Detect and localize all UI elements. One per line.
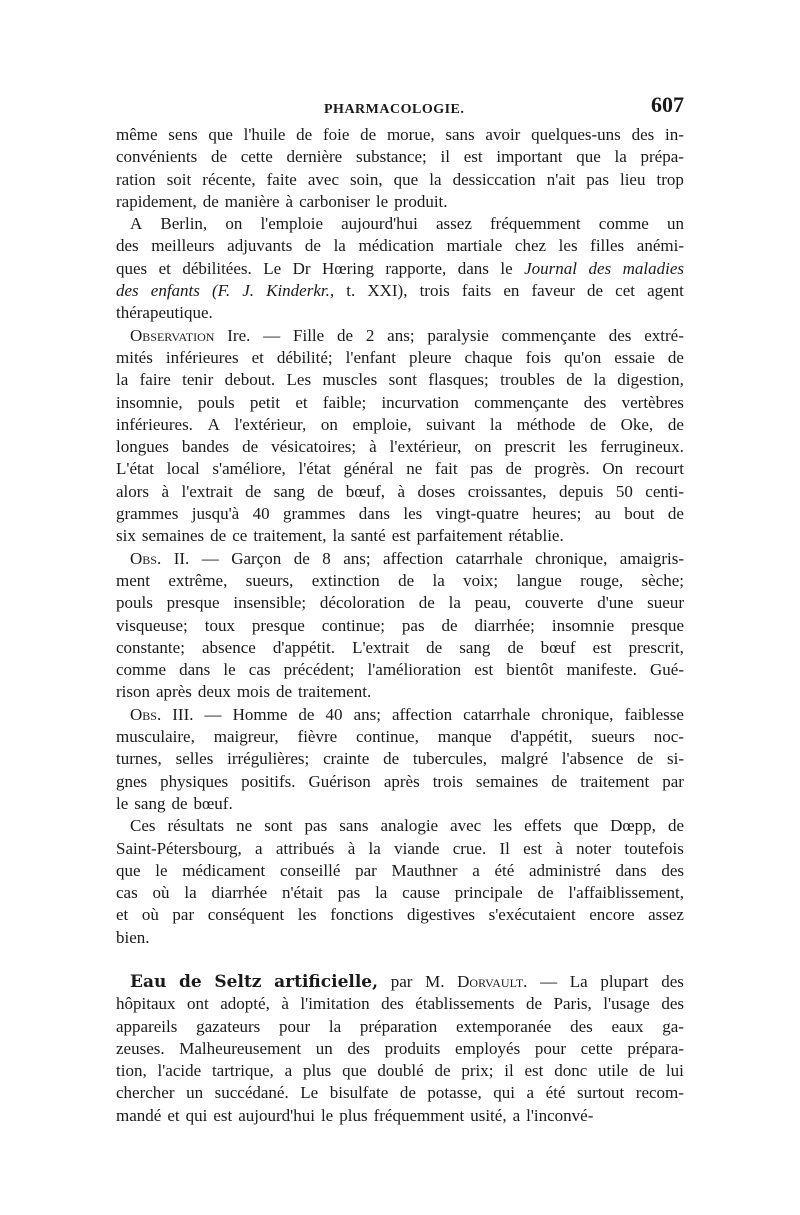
text-line: même sens que l'huile de foie de morue, sans avoir quelques-uns des in- (116, 125, 684, 144)
text-line: gnes physiques positifs. Guérison après trois semaines de traitement par (116, 771, 684, 791)
text-line: comme dans le cas précédent; l'amélioration est bientôt manifeste. Gué- (116, 660, 684, 680)
text-line: constante; absence d'appétit. L'extrait de sang de bœuf est prescrit, (116, 637, 684, 657)
text-line: Saint-Pétersbourg, a attribués à la viande crue. Il est à noter toutefois (116, 838, 684, 858)
text-line: thérapeutique. (116, 303, 213, 323)
text-line: mandé et qui est aujourd'hui le plus fréquemment usité, a l'inconvé- (116, 1105, 594, 1125)
paragraph (116, 325, 684, 548)
text-line: des meilleurs adjuvants de la médication martiale chez les filles anémi- (116, 236, 684, 256)
text-line: que le médicament conseillé par Mauthner a été administré dans des (116, 860, 684, 880)
paragraph (116, 704, 684, 815)
page-number: 607 (651, 92, 684, 117)
text-line: visqueuse; toux presque continue; pas de diarrhée; insomnie presque (116, 615, 684, 635)
paragraph (116, 124, 684, 213)
text-line: inférieures. A l'extérieur, on emploie, suivant la méthode de Oke, de (116, 414, 684, 434)
paragraph (116, 971, 684, 1127)
text-line: alors à l'extrait de sang de bœuf, à doses croissantes, depuis 50 centi- (116, 481, 684, 501)
body-text (116, 124, 684, 1127)
text-line: longues bandes de vésicatoires; à l'extérieur, on prescrit les ferrugineux. (116, 437, 684, 457)
running-head: PHARMACOLOGIE. (324, 102, 465, 117)
text-line: ment extrême, sueurs, extinction de la voix; langue rouge, sèche; (116, 570, 684, 590)
text-line: A Berlin, on l'emploie aujourd'hui assez fréquemment comme un (130, 214, 684, 234)
text-line: Obs. III. — Homme de 40 ans; affection catarrhale chronique, faiblesse (130, 704, 684, 724)
text-line: la faire tenir debout. Les muscles sont flasques; troubles de la digestion, (116, 370, 684, 390)
text-line: ques et débilitées. Le Dr Hœring rapporte, dans le Journal des maladies (116, 258, 684, 278)
text-line: tion, l'acide tartrique, a plus que doublé de prix; il est donc utile de lui (116, 1061, 684, 1081)
text-line: ration soit récente, faite avec soin, que la dessiccation n'ait pas lieu trop (116, 169, 684, 189)
text-line: L'état local s'améliore, l'état général ne fait pas de progrès. On recourt (116, 459, 684, 479)
text-line: insomnie, pouls petit et faible; incurvation commençante des vertèbres (116, 392, 684, 412)
text-line: et où par conséquent les fonctions digestives s'exécutaient encore assez (116, 905, 684, 925)
text-line: zeuses. Malheureusement un des produits employés pour cette prépara- (116, 1038, 684, 1058)
text-line: bien. (116, 927, 150, 947)
text-line: pouls presque insensible; décoloration de la peau, couverte d'une sueur (116, 593, 684, 613)
text-line: appareils gazateurs pour la préparation extemporanée des eaux ga- (116, 1016, 684, 1036)
text-line: Eau de Seltz artificielle, par M. Dorvault. — La plupart des (130, 971, 684, 992)
text-line: Ces résultats ne sont pas sans analogie avec les effets que Dœpp, de (130, 816, 684, 836)
page-header (116, 92, 684, 122)
section-gap (116, 949, 684, 971)
paragraph (116, 815, 684, 949)
text-line: musculaire, maigreur, fièvre continue, manque d'appétit, sueurs noc- (116, 727, 684, 747)
text-line: turnes, selles irrégulières; crainte de tubercules, malgré l'absence de si- (116, 749, 684, 769)
text-line: rison après deux mois de traitement. (116, 682, 372, 702)
text-line: mités inférieures et débilité; l'enfant pleure chaque fois qu'on essaie de (116, 347, 684, 367)
text-line: Observation Ire. — Fille de 2 ans; paralysie commençante des extré- (130, 325, 684, 345)
text-line: grammes jusqu'à 40 grammes dans les vingt-quatre heures; au bout de (116, 504, 684, 524)
text-line: rapidement, de manière à carboniser le produit. (116, 191, 448, 211)
text-line: le sang de bœuf. (116, 793, 233, 813)
paragraph (116, 213, 684, 324)
text-line: hôpitaux ont adopté, à l'imitation des établissements de Paris, l'usage des (116, 994, 684, 1014)
text-line: des enfants (F. J. Kinderkr., t. XXI), trois faits en faveur de cet agent (116, 281, 684, 301)
text-line: six semaines de ce traitement, la santé est parfaitement rétablie. (116, 526, 564, 546)
paragraph (116, 548, 684, 704)
text-line: chercher un succédané. Le bisulfate de potasse, qui a été surtout recom- (116, 1083, 684, 1103)
text-line: Obs. II. — Garçon de 8 ans; affection catarrhale chronique, amaigris- (130, 548, 684, 568)
text-line: cas où la diarrhée n'était pas la cause principale de l'affaiblissement, (116, 883, 684, 903)
text-line: convénients de cette dernière substance; il est important que la prépa- (116, 147, 684, 167)
